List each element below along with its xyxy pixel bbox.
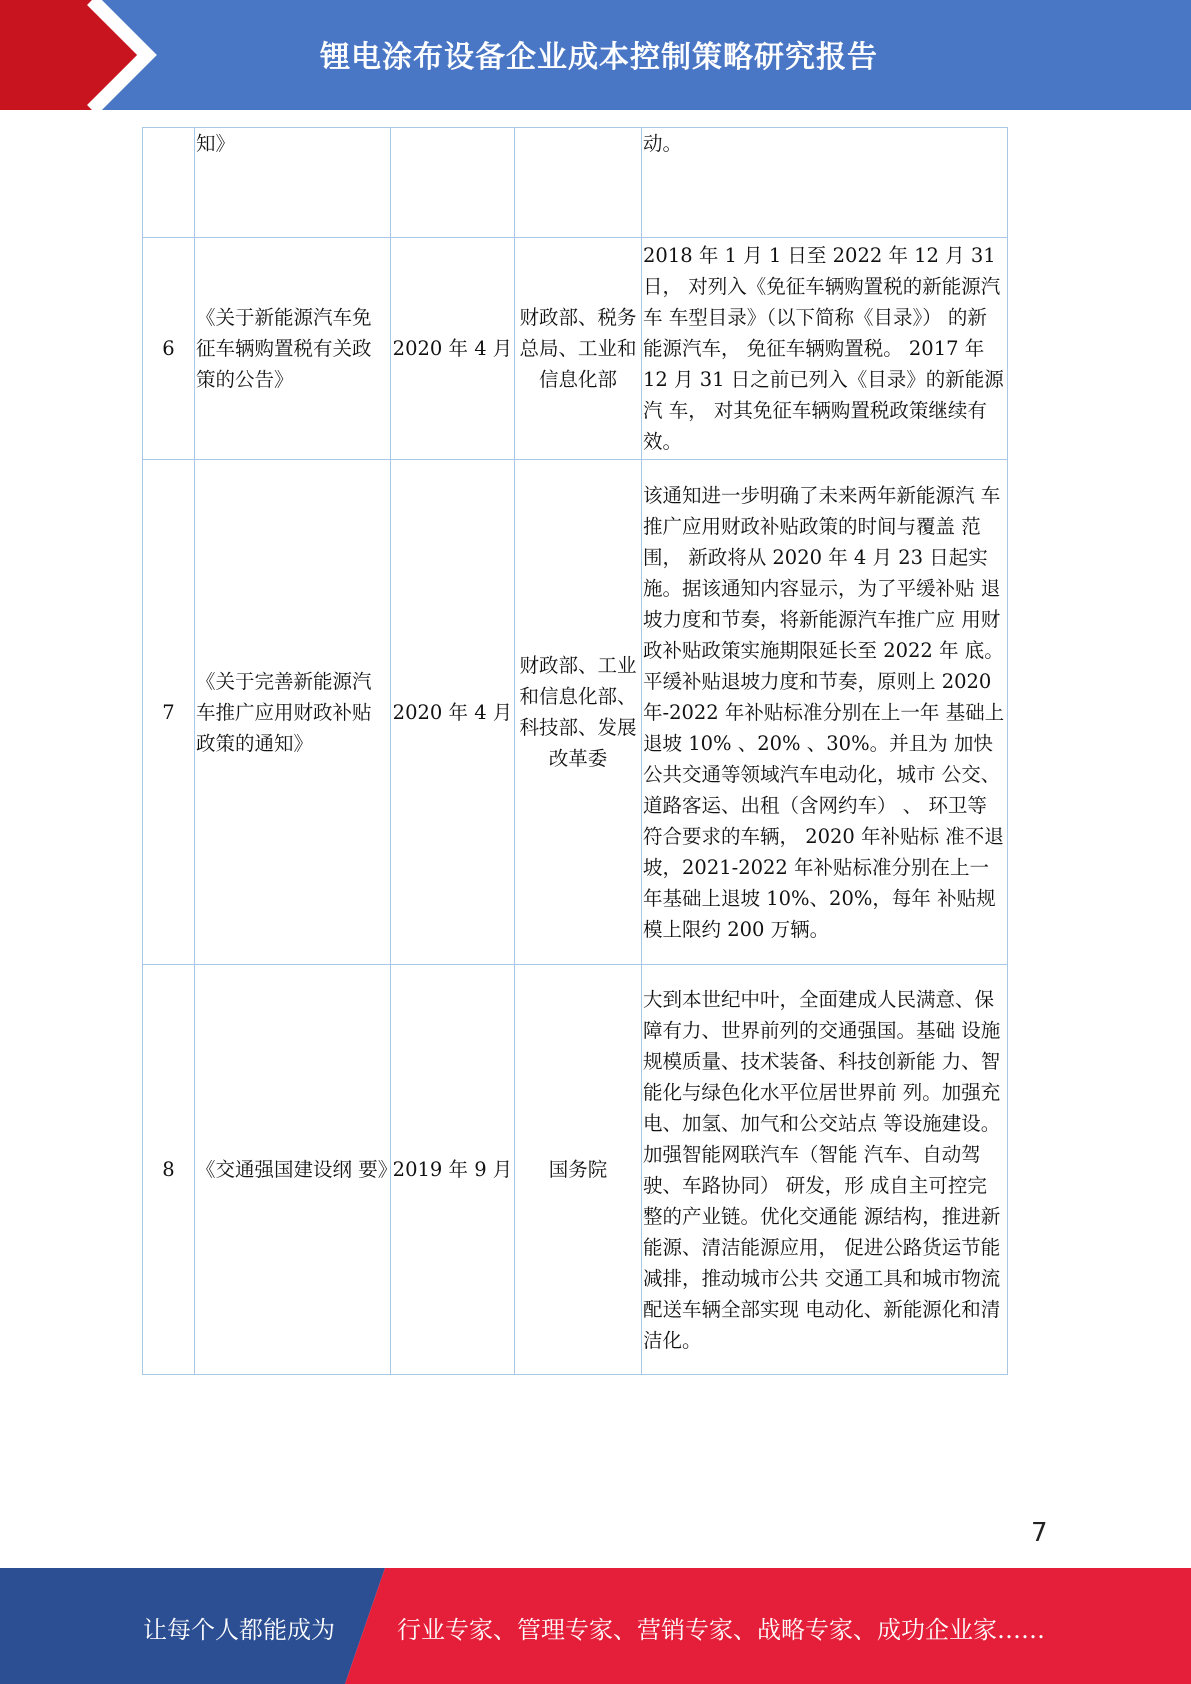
policy-content: 动。 [642, 128, 1008, 238]
table-row [143, 128, 1008, 238]
table-row [143, 238, 1008, 460]
policy-content: 该通知进一步明确了未来两年新能源汽 车推广应用财政补贴政策的时间与覆盖 范围， 新政将从 2020 年 4 月 23 日起实 施。据该通知内容显示，为了平缓补贴 退坡力度和节奏，将新能源汽车推广应 用财政补贴政策实施期限延长至 2022 年 底。平缓补贴退坡力度和节奏，原则上 2020 年-2022 年补贴标准分别在上一年 基础上退坡 10% 、20% 、30%。并且为 加快公共交通等领域汽车电动化，城市 公交、道路客运、出租（含网约车） 、 环卫等符合要求的车辆， 2020 年补贴标 准不退坡，2021-2022 年补贴标准分别在上一年基础上退坡 10%、20%，每年 补贴规模上限约 200 万辆。 [642, 460, 1008, 965]
table-row [143, 460, 1008, 965]
policy-content: 大到本世纪中叶，全面建成人民满意、保障有力、世界前列的交通强国。基础 设施规模质量、技术装备、科技创新能 力、智能化与绿色化水平位居世界前 列。加强充电、加氢、加气和公交站点 等设施建设。加强智能网联汽车（智能 汽车、自动驾驶、车路协同） 研发，形 成自主可控完整的产业链。优化交通能 源结构，推进新能源、清洁能源应用， 促进公路货运节能减排，推动城市公共 交通工具和城市物流配送车辆全部实现 电动化、新能源化和清洁化。 [642, 965, 1008, 1375]
policy-content: 2018 年 1 月 1 日至 2022 年 12 月 31 日， 对列入《免征车辆购置税的新能源汽车 车型目录》（以下简称《目录》） 的新 能源汽车， 免征车辆购置税。 2017 年 12 月 31 日之前已列入《目录》的新能源汽 车， 对其免征车辆购置税政策继续有 效。 [642, 238, 1008, 460]
issuing-department: 国务院 [515, 965, 642, 1375]
issuing-department [515, 128, 642, 238]
report-title: 锂电涂布设备企业成本控制策略研究报告 [320, 40, 878, 75]
table-row [143, 965, 1008, 1375]
footer-slogan-left: 让每个人都能成为 [143, 1616, 335, 1644]
policy-name: 《交通强国建设纲 要》 [195, 965, 391, 1375]
policy-name: 《关于完善新能源汽 车推广应用财政补贴 政策的通知》 [195, 460, 391, 965]
policy-date: 2019 年 9 月 [391, 965, 515, 1375]
footer-slogan-right: 行业专家、管理专家、营销专家、战略专家、成功企业家…… [397, 1616, 1045, 1644]
row-number: 8 [143, 965, 195, 1375]
row-number: 7 [143, 460, 195, 965]
policy-date: 2020 年 4 月 [391, 238, 515, 460]
issuing-department: 财政部、税务总局、工业和信息化部 [515, 238, 642, 460]
issuing-department: 财政部、工业和信息化部、科技部、发展改革委 [515, 460, 642, 965]
policy-table [142, 127, 1008, 1375]
page-number: 7 [1031, 1518, 1048, 1548]
policy-name: 知》 [195, 128, 391, 238]
row-number [143, 128, 195, 238]
page-footer [0, 1568, 1191, 1684]
row-number: 6 [143, 238, 195, 460]
policy-date [391, 128, 515, 238]
page-header [0, 0, 1191, 110]
policy-name: 《关于新能源汽车免 征车辆购置税有关政 策的公告》 [195, 238, 391, 460]
policy-date: 2020 年 4 月 [391, 460, 515, 965]
